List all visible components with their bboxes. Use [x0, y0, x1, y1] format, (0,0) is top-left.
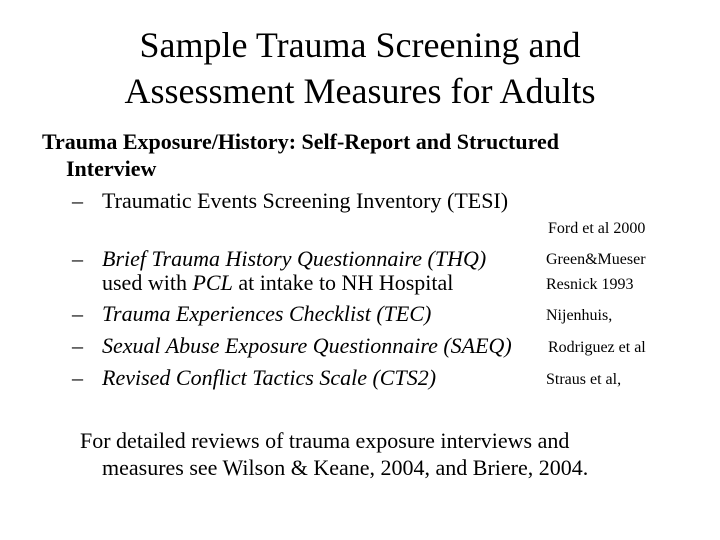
- bullet-dash: –: [72, 333, 83, 358]
- section-heading: [42, 128, 559, 182]
- ref-rodriguez: Rodriguez et al: [548, 339, 646, 356]
- bullet-cts2-text: Revised Conflict Tactics Scale (CTS2): [102, 365, 437, 390]
- bullet-dash: –: [72, 188, 83, 213]
- bullet-tesi-text: Traumatic Events Screening Inventory (TESI): [102, 188, 509, 213]
- ref-straus: Straus et al,: [546, 371, 622, 388]
- bullet-dash: –: [72, 365, 83, 390]
- bullet-thq-continuation: [102, 268, 453, 298]
- bullet-dash: –: [72, 246, 83, 271]
- bullet-tesi: [72, 186, 508, 216]
- thq-cont-pcl: PCL: [192, 270, 233, 295]
- ref-resnick: Resnick 1993: [546, 276, 634, 293]
- bullet-tec-text: Trauma Experiences Checklist (TEC): [102, 301, 432, 326]
- bullet-thq-text: Brief Trauma History Questionnaire (THQ): [102, 246, 487, 271]
- heading-line-2: Interview: [66, 156, 157, 181]
- bullet-saeq: [72, 331, 512, 361]
- footer-note: [80, 427, 588, 481]
- footer-line-2: measures see Wilson & Keane, 2004, and Briere, 2004.: [102, 455, 589, 480]
- title-line-1: Sample Trauma Screening and: [139, 25, 581, 65]
- ref-nijenhuis: Nijenhuis,: [546, 307, 613, 324]
- ref-ford: Ford et al 2000: [548, 220, 646, 237]
- bullet-saeq-text: Sexual Abuse Exposure Questionnaire (SAEQ): [102, 333, 512, 358]
- slide-title: [60, 22, 660, 114]
- footer-line-1: For detailed reviews of trauma exposure interviews and: [80, 428, 570, 453]
- thq-cont-b: at intake to NH Hospital: [232, 270, 454, 295]
- bullet-dash: –: [72, 301, 83, 326]
- heading-line-1: Trauma Exposure/History: Self-Report and Structured: [42, 129, 559, 154]
- ref-green-mueser: Green&Mueser: [546, 251, 646, 268]
- thq-cont-a: used with: [102, 270, 193, 295]
- bullet-tec: [72, 299, 431, 329]
- bullet-cts2: [72, 363, 436, 393]
- title-line-2: Assessment Measures for Adults: [124, 71, 596, 111]
